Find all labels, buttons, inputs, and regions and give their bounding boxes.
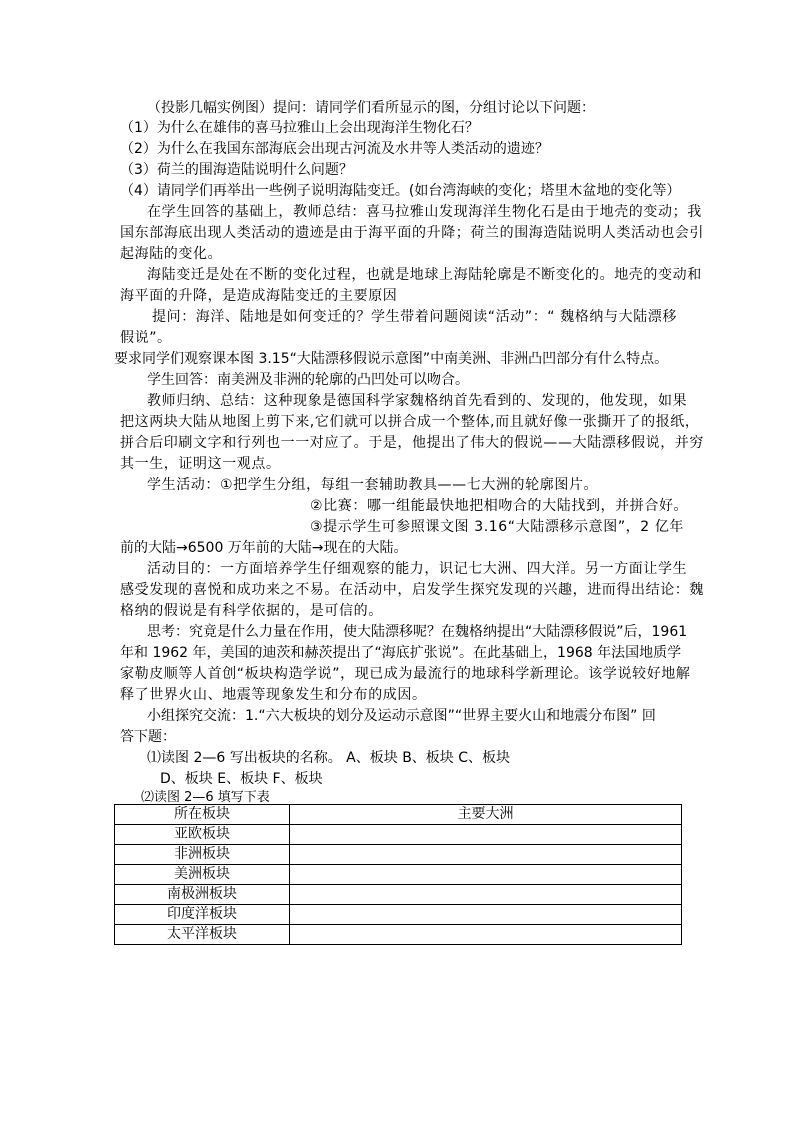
table-row xyxy=(115,845,682,865)
column-header: 主要大洲 xyxy=(290,805,682,825)
plates-table xyxy=(114,804,682,945)
activity-line: ②比赛：哪一组能最快地把相吻合的大陆找到，并拼合好。 xyxy=(310,498,689,514)
thinking-line: 家勒皮顺等人首创“板块构造学说”，现已成为最流行的地球科学新理论。该学说较好地解 xyxy=(120,666,691,682)
thinking-line: 年和 1962 年，美国的迪茨和赫茨提出了“海底扩张说”。在此基础上，1968 年法国地质学 xyxy=(120,645,682,661)
thinking-line: 释了世界火山、地震等现象发生和分布的成因。 xyxy=(120,687,427,703)
plate-names-line: ⑴读图 2—6 写出板块的名称。 A、板块 B、板块 C、板块 xyxy=(147,750,511,766)
question-2: （2）为什么在我国东部海底会出现古河流及水井等人类活动的遗迹？ xyxy=(120,141,549,157)
paragraph-line: 拼合后印刷文字和行列也一一对应了。于是，他提出了伟大的假说——大陆漂移假说，并穷 xyxy=(120,435,704,451)
paragraph-line: 要求同学们观察课本图 3.15“大陆漂移假说示意图”中南美洲、非洲凸凹部分有什么特点。 xyxy=(114,351,669,367)
paragraph-line: 海陆变迁是处在不断的变化过程，也就是地球上海陆轮廓是不断变化的。地壳的变动和 xyxy=(147,267,702,283)
summary-line-3: 起海陆的变化。 xyxy=(120,246,223,262)
question-3: （3）荷兰的围海造陆说明什么问题？ xyxy=(120,162,353,178)
paragraph-line: 其一生，证明这一观点。 xyxy=(120,456,281,472)
paragraph-line: 提问：海洋、陆地是如何变迁的？学生带着问题阅读“活动”：“ 魏格纳与大陆漂移 xyxy=(152,309,678,325)
intro-line: （投影几幅实例图）提问：请同学们看所显示的图，分组讨论以下问题： xyxy=(147,100,595,116)
table-row xyxy=(115,925,682,945)
purpose-line: 活动目的：一方面培养学生仔细观察的能力，识记七大洲、四大洋。另一方面让学生 xyxy=(147,561,688,577)
plate-cell: 非洲板块 xyxy=(115,845,290,865)
plate-cell: 印度洋板块 xyxy=(115,905,290,925)
table-header-row xyxy=(115,805,682,825)
plate-cell: 美洲板块 xyxy=(115,865,290,885)
continent-cell[interactable] xyxy=(290,825,682,845)
paragraph-line: 海平面的升降，是造成海陆变迁的主要原因 xyxy=(120,288,398,304)
table-instruction: ⑵读图 2—6 填写下表 xyxy=(141,790,270,805)
activity-line: ③提示学生可参照课文图 3.16“大陆漂移示意图”，2 亿年 xyxy=(310,519,685,535)
table-row xyxy=(115,825,682,845)
question-4: （4）请同学们再举出一些例子说明海陆变迁。(如台湾海峡的变化；塔里木盆地的变化等） xyxy=(120,183,681,199)
purpose-line: 格纳的假说是有科学依据的，是可信的。 xyxy=(120,603,383,619)
continent-cell[interactable] xyxy=(290,925,682,945)
summary-line-1: 在学生回答的基础上，教师总结：喜马拉雅山发现海洋生物化石是由于地壳的变动；我 xyxy=(147,204,702,220)
group-exploration-line: 答下题： xyxy=(120,729,176,745)
group-exploration-line: 小组探究交流：1.“六大板块的划分及运动示意图”“世界主要火山和地震分布图” 回 xyxy=(147,708,656,724)
continent-cell[interactable] xyxy=(290,905,682,925)
paragraph-line: 学生回答：南美洲及非洲的轮廓的凸凹处可以吻合。 xyxy=(147,372,469,388)
activity-line: 前的大陆→6500 万年前的大陆→现在的大陆。 xyxy=(120,540,408,556)
continent-cell[interactable] xyxy=(290,845,682,865)
table-row xyxy=(115,905,682,925)
plate-cell: 南极洲板块 xyxy=(115,885,290,905)
thinking-line: 思考：究竟是什么力量在作用，使大陆漂移呢？在魏格纳提出“大陆漂移假说”后，1961 xyxy=(147,624,688,640)
paragraph-line: 假说”。 xyxy=(120,330,172,346)
table-row xyxy=(115,885,682,905)
column-header: 所在板块 xyxy=(115,805,290,825)
paragraph-line: 把这两块大陆从地图上剪下来,它们就可以拼合成一个整体,而且就好像一张撕开了的报纸， xyxy=(120,414,700,430)
plate-cell: 亚欧板块 xyxy=(115,825,290,845)
activity-line: 学生活动：①把学生分组，每组一套辅助教具——七大洲的轮廓图片。 xyxy=(147,477,599,493)
plate-cell: 太平洋板块 xyxy=(115,925,290,945)
paragraph-line: 教师归纳、总结：这种现象是德国科学家魏格纳首先看到的、发现的，他发现，如果 xyxy=(147,393,688,409)
purpose-line: 感受发现的喜悦和成功来之不易。在活动中，启发学生探究发现的兴趣，进而得出结论：魏 xyxy=(120,582,704,598)
continent-cell[interactable] xyxy=(290,865,682,885)
summary-line-2: 国东部海底出现人类活动的遗迹是由于海平面的升降；荷兰的围海造陆说明人类活动也会引 xyxy=(120,225,704,241)
question-1: （1）为什么在雄伟的喜马拉雅山上会出现海洋生物化石？ xyxy=(120,120,479,136)
continent-cell[interactable] xyxy=(290,885,682,905)
table-row xyxy=(115,865,682,885)
plate-names-line: D、板块 E、板块 F、板块 xyxy=(160,771,323,787)
